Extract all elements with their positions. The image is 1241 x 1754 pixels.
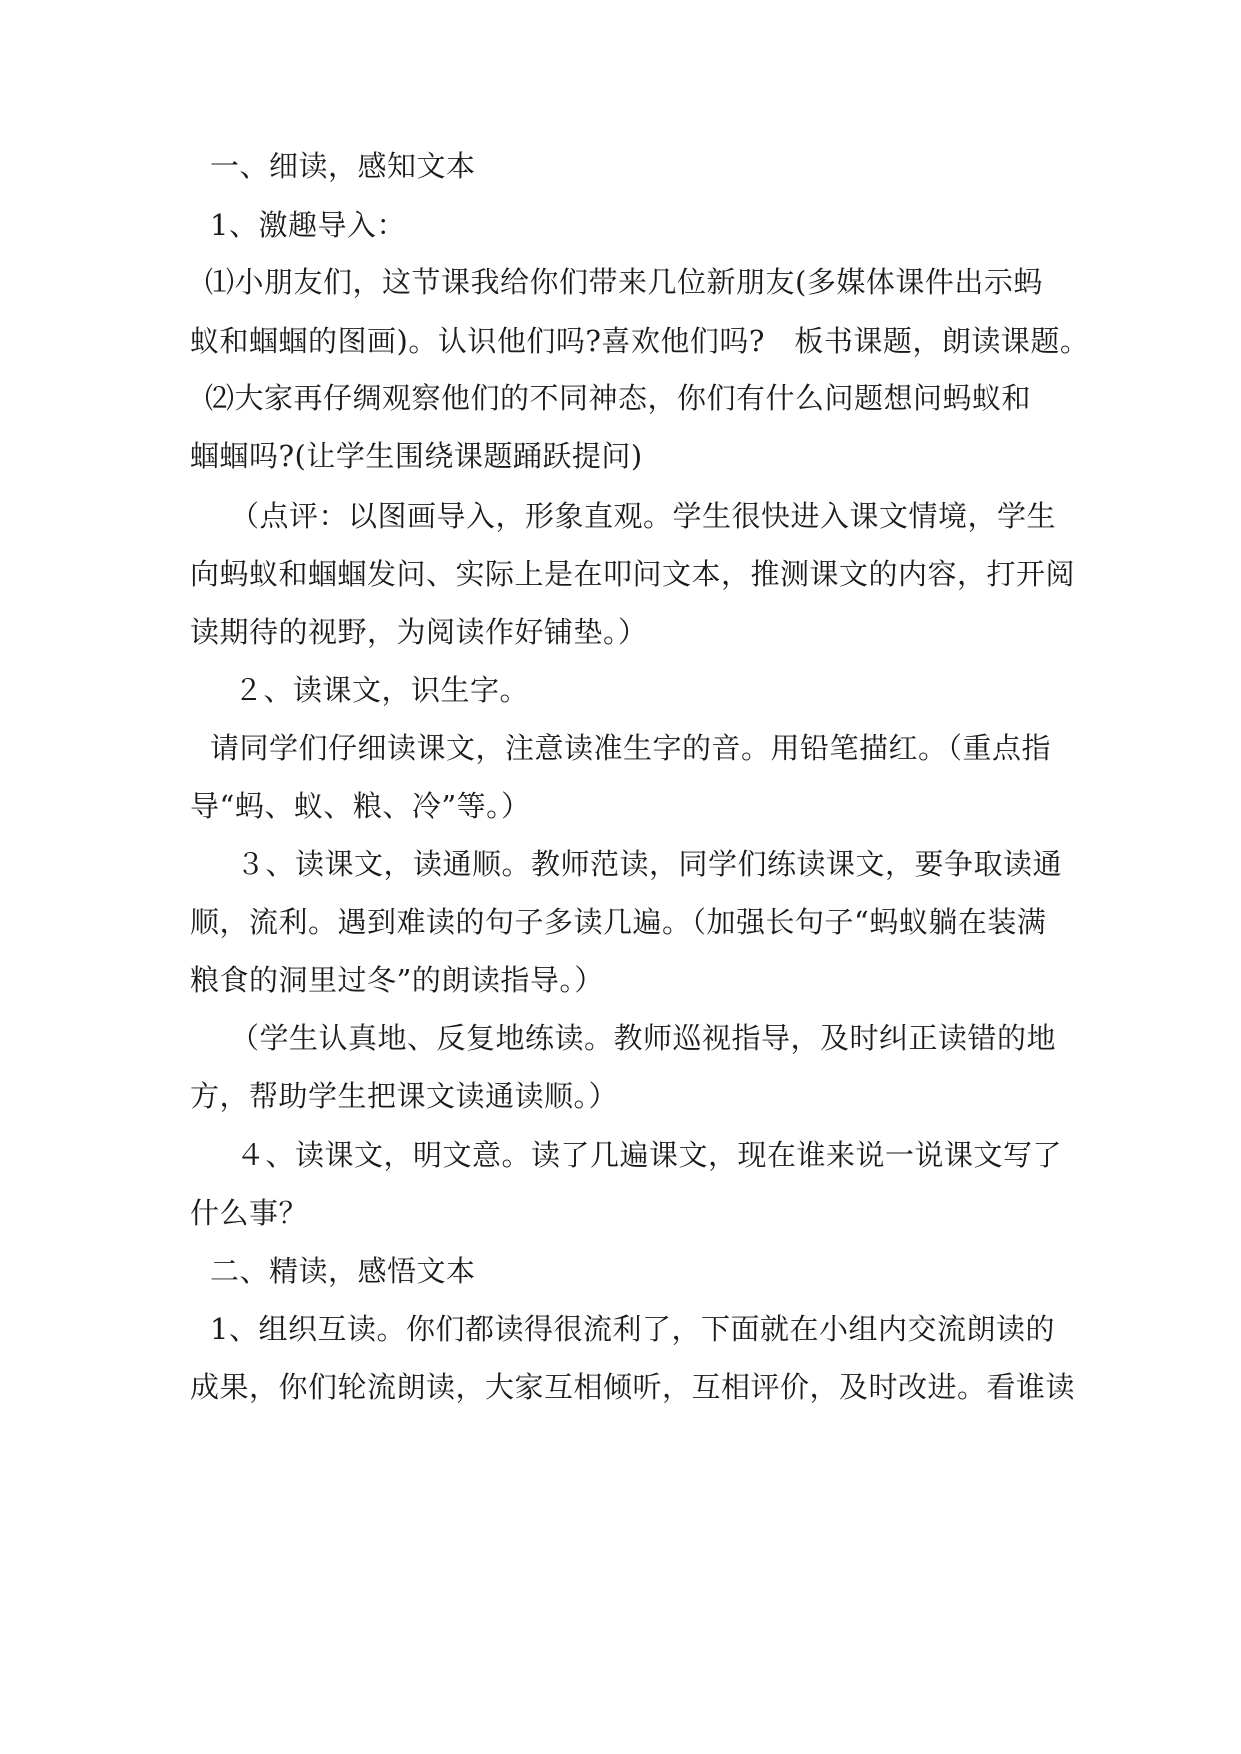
text-line: ⑴小朋友们，这节课我给你们带来几位新朋友(多媒体课件出示蚂 bbox=[205, 265, 1043, 299]
text-line: ２、读课文，识生字。 bbox=[234, 673, 530, 707]
text-line: 1、激趣导入： bbox=[210, 208, 406, 242]
comment-line: 读期待的视野，为阅读作好铺垫。） bbox=[190, 615, 648, 649]
heading-one: 一、细读，感知文本 bbox=[210, 149, 476, 183]
heading-two: 二、精读，感悟文本 bbox=[210, 1254, 476, 1288]
comment-line: （学生认真地、反复地练读。教师巡视指导，及时纠正读错的地 bbox=[230, 1021, 1057, 1055]
text-line: 粮食的洞里过冬”的朗读指导。） bbox=[190, 963, 604, 997]
text-line: 蝈蝈吗?(让学生围绕课题踊跃提问) bbox=[190, 439, 643, 473]
text-line: 1、组织互读。你们都读得很流利了，下面就在小组内交流朗读的 bbox=[210, 1312, 1055, 1346]
comment-line: 方，帮助学生把课文读通读顺。） bbox=[190, 1079, 619, 1113]
text-line: 请同学们仔细读课文，注意读准生字的音。用铅笔描红。（重点指 bbox=[210, 731, 1052, 765]
text-line: 蚁和蝈蝈的图画)。认识他们吗?喜欢他们吗? 板书课题，朗读课题。 bbox=[190, 324, 1090, 358]
comment-line: （点评：以图画导入，形象直观。学生很快进入课文情境，学生 bbox=[230, 499, 1057, 533]
text-line: 什么事？ bbox=[190, 1196, 309, 1230]
text-line: ４、读课文，明文意。读了几遍课文，现在谁来说一说课文写了 bbox=[236, 1138, 1063, 1172]
text-line: 顺，流利。遇到难读的句子多读几遍。（加强长句子“蚂蚁躺在装满 bbox=[190, 905, 1047, 939]
comment-line: 向蚂蚁和蝈蝈发问、实际上是在叩问文本，推测课文的内容，打开阅 bbox=[190, 557, 1076, 591]
text-line: 导“蚂、蚁、粮、冷”等。） bbox=[190, 789, 531, 823]
text-line: ⑵大家再仔绸观察他们的不同神态，你们有什么问题想问蚂蚁和 bbox=[205, 381, 1032, 415]
text-line: 成果，你们轮流朗读，大家互相倾听，互相评价，及时改进。看谁读 bbox=[190, 1370, 1076, 1404]
text-line: ３、读课文，读通顺。教师范读，同学们练读课文，要争取读通 bbox=[236, 847, 1063, 881]
